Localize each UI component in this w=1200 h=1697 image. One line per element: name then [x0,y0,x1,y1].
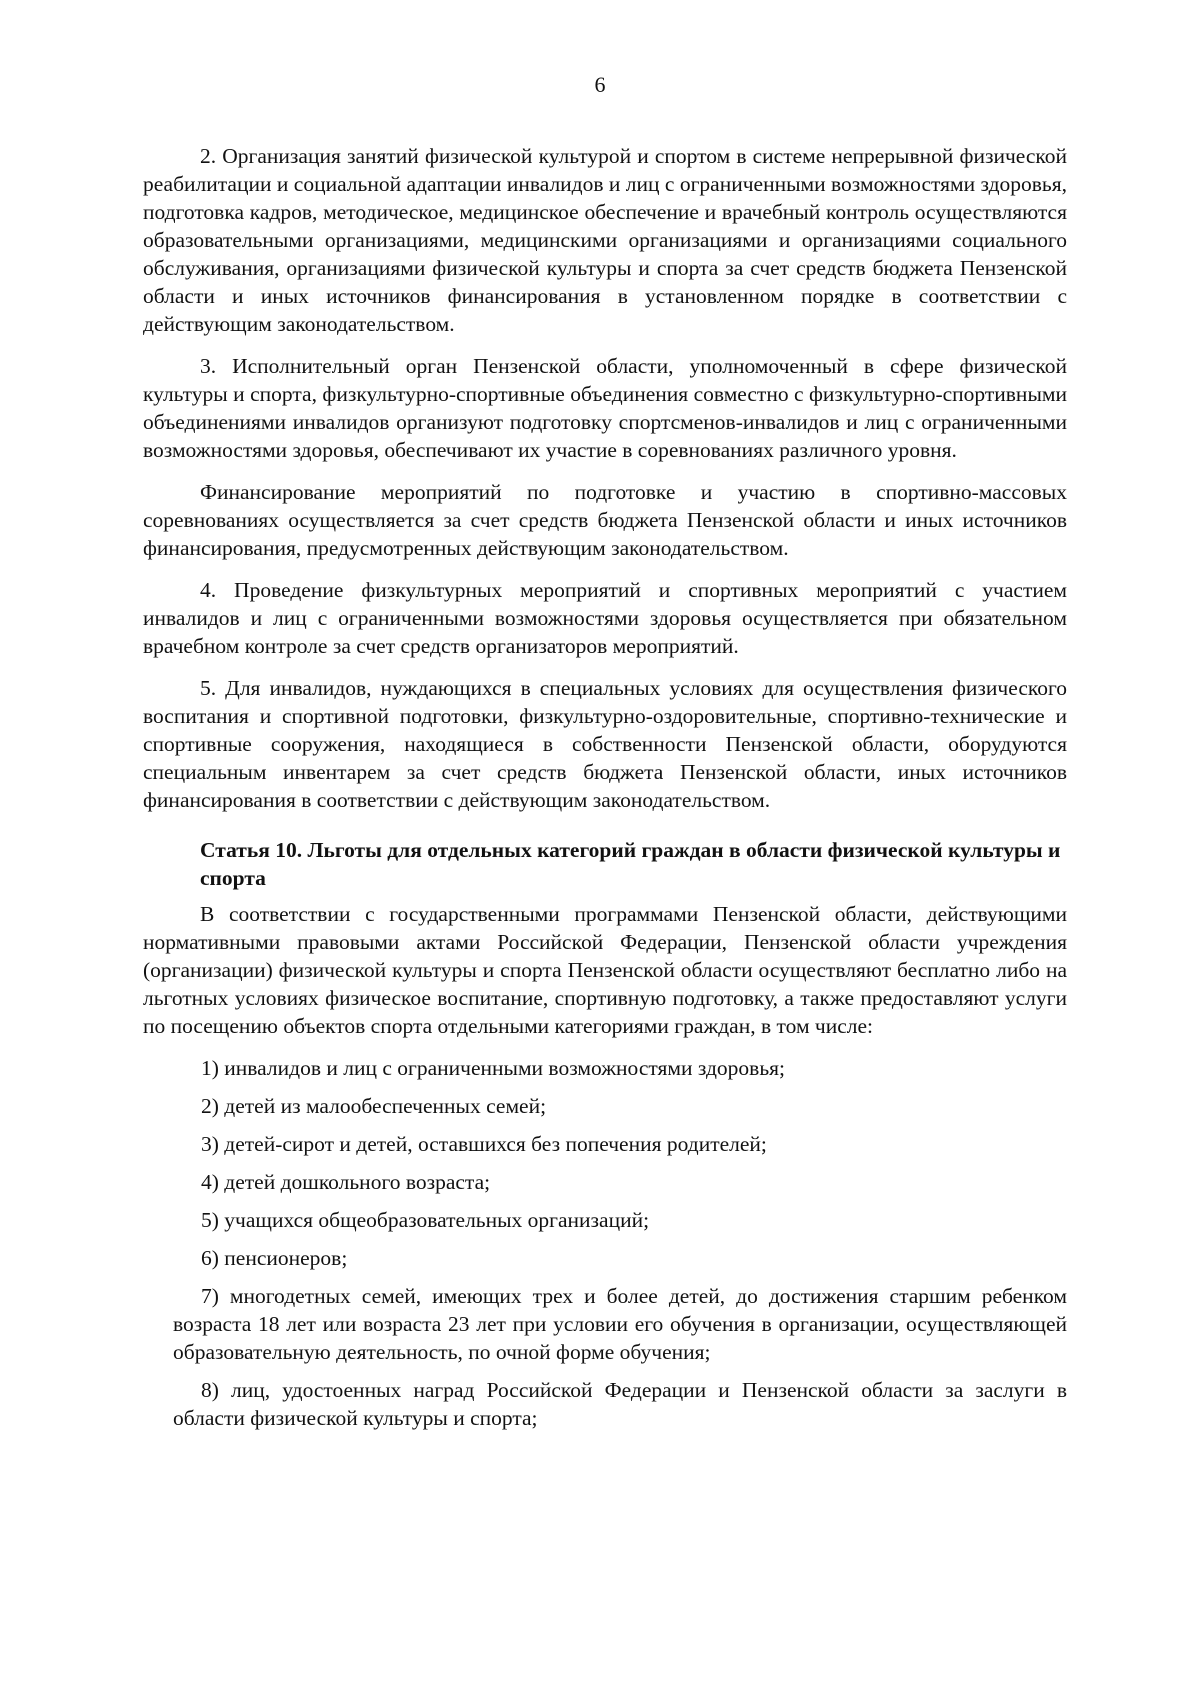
list-item: 6) пенсионеров; [201,1246,348,1270]
list-item: 2) детей из малообеспеченных семей; [201,1094,547,1118]
paragraph-5: 5. Для инвалидов, нуждающихся в специальных условиях для осуществления физического воспитания и спортивной подготовки, физкультурно-оздоровительные, спортивно-технические и спортивные сооружения, находящиеся в собственности Пензенской области, оборудуются специальным инвентарем за счет средств бюджета Пензенской области, иных источников финансирования в соответствии с действующим законодательством. [143,676,1067,812]
list-item: 4) детей дошкольного возраста; [201,1170,491,1194]
list-item: 7) многодетных семей, имеющих трех и более детей, до достижения старшим ребенком возраста 18 лет или возраста 23 лет при условии его обучения в организации, осуществляющей образовательную деятельность, по очной форме обучения; [173,1284,1067,1364]
paragraph-3: 3. Исполнительный орган Пензенской области, уполномоченный в сфере физической культуры и спорта, физкультурно-спортивные объединения совместно с физкультурно-спортивными объединениями инвалидов организуют подготовку спортсменов-инвалидов и лиц с ограниченными возможностями здоровья, обеспечивают их участие в соревнованиях различного уровня. [143,354,1067,462]
article-label: Статья 10. [200,838,303,862]
article-intro: В соответствии с государственными программами Пензенской области, действующими нормативными правовыми актами Российской Федерации, Пензенской области учреждения (организации) физической культуры и спорта Пензенской области осуществляют бесплатно либо на льготных условиях физическое воспитание, спортивную подготовку, а также предоставляют услуги по посещению объектов спорта отдельными категориями граждан, в том числе: [143,902,1067,1038]
article-heading [143,836,1067,892]
paragraph-2: 2. Организация занятий физической культурой и спортом в системе непрерывной физической реабилитации и социальной адаптации инвалидов и лиц с ограниченными возможностями здоровья, подготовка кадров, методическое, медицинское обеспечение и врачебный контроль осуществляются образовательными организациями, медицинскими организациями и организациями социального обслуживания, организациями физической культуры и спорта за счет средств бюджета Пензенской области и иных источников финансирования в установленном порядке в соответствии с действующим законодательством. [143,144,1067,336]
document-body [143,142,1067,1442]
list-item: 5) учащихся общеобразовательных организаций; [201,1208,650,1232]
article-title: Льготы для отдельных категорий граждан в области физической культуры и спорта [200,838,1061,890]
paragraph-financing: Финансирование мероприятий по подготовке и участию в спортивно-массовых соревнованиях осуществляется за счет средств бюджета Пензенской области и иных источников финансирования, предусмотренных действующим законодательством. [143,480,1067,560]
list-item: 1) инвалидов и лиц с ограниченными возможностями здоровья; [201,1056,785,1080]
page-number: 6 [594,72,606,97]
list-item: 8) лиц, удостоенных наград Российской Федерации и Пензенской области за заслуги в области физической культуры и спорта; [173,1378,1067,1430]
paragraph-4: 4. Проведение физкультурных мероприятий и спортивных мероприятий с участием инвалидов и лиц с ограниченными возможностями здоровья осуществляется при обязательном врачебном контроле за счет средств организаторов мероприятий. [143,578,1067,658]
list-item: 3) детей-сирот и детей, оставшихся без попечения родителей; [201,1132,767,1156]
